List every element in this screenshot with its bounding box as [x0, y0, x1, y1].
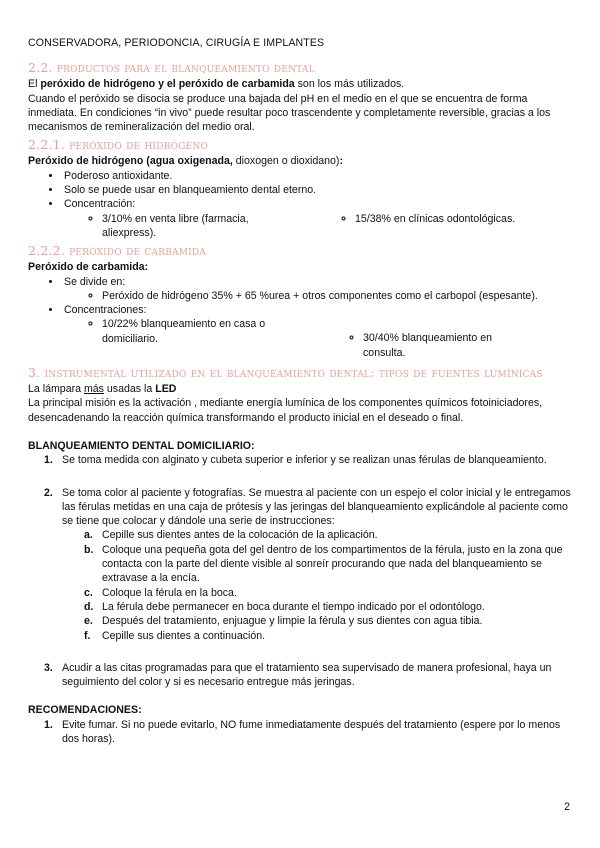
text: La lámpara	[28, 383, 84, 396]
instruction-item	[84, 586, 574, 600]
instruction-list	[62, 528, 574, 642]
bold-text: LED	[155, 383, 177, 396]
section-heading-2-2: 2.2. productos para el blanqueamiento dental	[28, 60, 315, 76]
bullet-list	[28, 169, 574, 240]
sub-list-item: ◦ 30/40% blanqueamiento en consulta.	[363, 331, 513, 360]
item-number: 2.	[44, 486, 53, 499]
item-letter: e.	[84, 615, 93, 628]
list-item	[44, 486, 574, 643]
list-item	[44, 661, 574, 690]
sub-list	[64, 317, 313, 360]
item-text: Coloque la férula en la boca.	[102, 586, 237, 599]
paragraph: Cuando el peróxido se disocia se produce una bajada del pH en el medio en el que se encuentra de forma inmediata. En condiciones “in vivo” puede resultar poco trascendente y completamente reversible, gracias a los mecanismos de remineralización del medio oral.	[28, 92, 551, 134]
page-number: 2	[564, 801, 570, 813]
text: Concentración:	[64, 198, 136, 211]
item-letter: a.	[84, 529, 93, 542]
instruction-item	[84, 528, 574, 542]
lead-line	[28, 260, 574, 274]
item-text: Cepille sus dientes a continuación.	[102, 629, 266, 642]
paragraph: La principal misión es la activación , mediante energía lumínica de los componentes químicos fotoiniciadores, desencadenando la reacción química transformando el producto inicial en el deseado o final.	[28, 397, 543, 424]
sub-list	[321, 212, 574, 241]
instruction-item	[84, 614, 574, 628]
item-number: 3.	[44, 661, 53, 674]
text: El	[28, 78, 41, 91]
two-column-sublist	[64, 212, 574, 241]
item-text: La férula debe permanecer en boca durante el tiempo indicado por el odontólogo.	[102, 600, 485, 613]
item-letter: c.	[84, 586, 93, 599]
bold-text: peróxido de hidrógeno y el peróxido de carbamida	[40, 78, 295, 91]
document-page	[28, 36, 574, 746]
item-number: 1.	[44, 454, 53, 467]
item-text: Se toma medida con alginato y cubeta superior e inferior y se realizan unas férulas de blanqueamiento.	[62, 454, 547, 467]
sub-list-item: ◦ Peróxido de hidrógeno 35% + 65 %urea + otros componentes como el carbopol (espesante).	[102, 289, 574, 303]
item-text: Coloque una pequeña gota del gel dentro de los compartimentos de la férula, justo en la zona que contacta con la parte del diente visible al sonreír procurando que nada del blanqueamiento se extravase a la encía.	[102, 543, 563, 585]
bold-text: Peróxido de hidrógeno (agua oxigenada,	[28, 155, 233, 168]
text: son los más utilizados.	[294, 78, 405, 91]
item-text: Se toma color al paciente y fotografías. Se muestra al paciente con un espejo el color inicial y le entregamos las férulas metidas en una caja de prótesis y las jeringas del blanqueamiento explicándole al paciente como se tiene que colocar y dándole una serie de instrucciones:	[62, 486, 571, 528]
paragraph	[28, 382, 574, 396]
text: dioxogen o dioxidano)	[232, 155, 340, 168]
item-text: Después del tratamiento, enjuague y limpie la férula y sus dientes con agua tibia.	[102, 615, 483, 628]
heading-recomendaciones: RECOMENDACIONES:	[28, 704, 142, 717]
section-heading-2-2-2: 2.2.2. peróxido de carbamida	[28, 243, 207, 259]
sub-list	[64, 289, 574, 303]
item-text: Acudir a las citas programadas para que el tratamiento sea supervisado de manera profesional, haya un seguimiento del color y si es necesario entregue más jeringas.	[62, 661, 552, 689]
sub-list-item: ◦ 10/22% blanqueamiento en casa o domiciliario.	[102, 317, 282, 346]
section-heading-3: 3. instrumental utilizado en el blanqueamiento dental: tipos de fuentes lumínicas	[28, 365, 543, 381]
item-number: 1.	[44, 718, 53, 731]
bold-text: Peróxido de carbamida:	[28, 261, 149, 274]
item-letter: f.	[84, 629, 91, 642]
paragraph	[28, 77, 574, 91]
list-item: • Poderoso antioxidante.	[62, 169, 574, 183]
text: Concentraciones:	[64, 304, 147, 317]
running-header: CONSERVADORA, PERIODONCIA, CIRUGÍA E IMPLANTES	[28, 37, 325, 49]
numbered-list	[28, 718, 574, 747]
lead-line	[28, 154, 574, 168]
heading-blanqueamiento-domiciliario: BLANQUEAMIENTO DENTAL DOMICILIARIO:	[28, 439, 255, 452]
instruction-item	[84, 543, 574, 586]
spacer	[62, 468, 574, 482]
two-column-sublist	[64, 317, 574, 360]
numbered-list	[28, 453, 574, 689]
sub-list-item: ◦ 3/10% en venta libre (farmacia, aliexpress).	[102, 212, 272, 241]
list-item	[62, 303, 574, 360]
instruction-item	[84, 600, 574, 614]
sub-list	[64, 212, 321, 241]
list-item	[44, 718, 574, 747]
item-letter: b.	[84, 543, 94, 556]
item-text: Evite fumar. Si no puede evitarlo, NO fume inmediatamente después del tratamiento (espere por lo menos dos horas).	[62, 718, 561, 745]
spacer	[62, 643, 574, 657]
text: usadas la	[103, 383, 156, 396]
item-letter: d.	[84, 600, 94, 613]
bold-text: :	[339, 155, 343, 168]
item-text: Cepille sus dientes antes de la colocación de la aplicación.	[102, 529, 378, 542]
instruction-item	[84, 629, 574, 643]
sub-list-item: ◦ 15/38% en clínicas odontológicas.	[355, 212, 574, 226]
bullet-list	[28, 275, 574, 360]
list-item: • Solo se puede usar en blanqueamiento dental eterno.	[62, 183, 574, 197]
text: Se divide en:	[64, 275, 126, 288]
sub-list	[313, 317, 574, 360]
list-item	[62, 275, 574, 304]
list-item	[44, 453, 574, 467]
section-heading-2-2-1: 2.2.1. peróxido de hidrógeno	[28, 137, 209, 153]
underlined-text: más	[83, 383, 104, 396]
list-item	[62, 197, 574, 240]
